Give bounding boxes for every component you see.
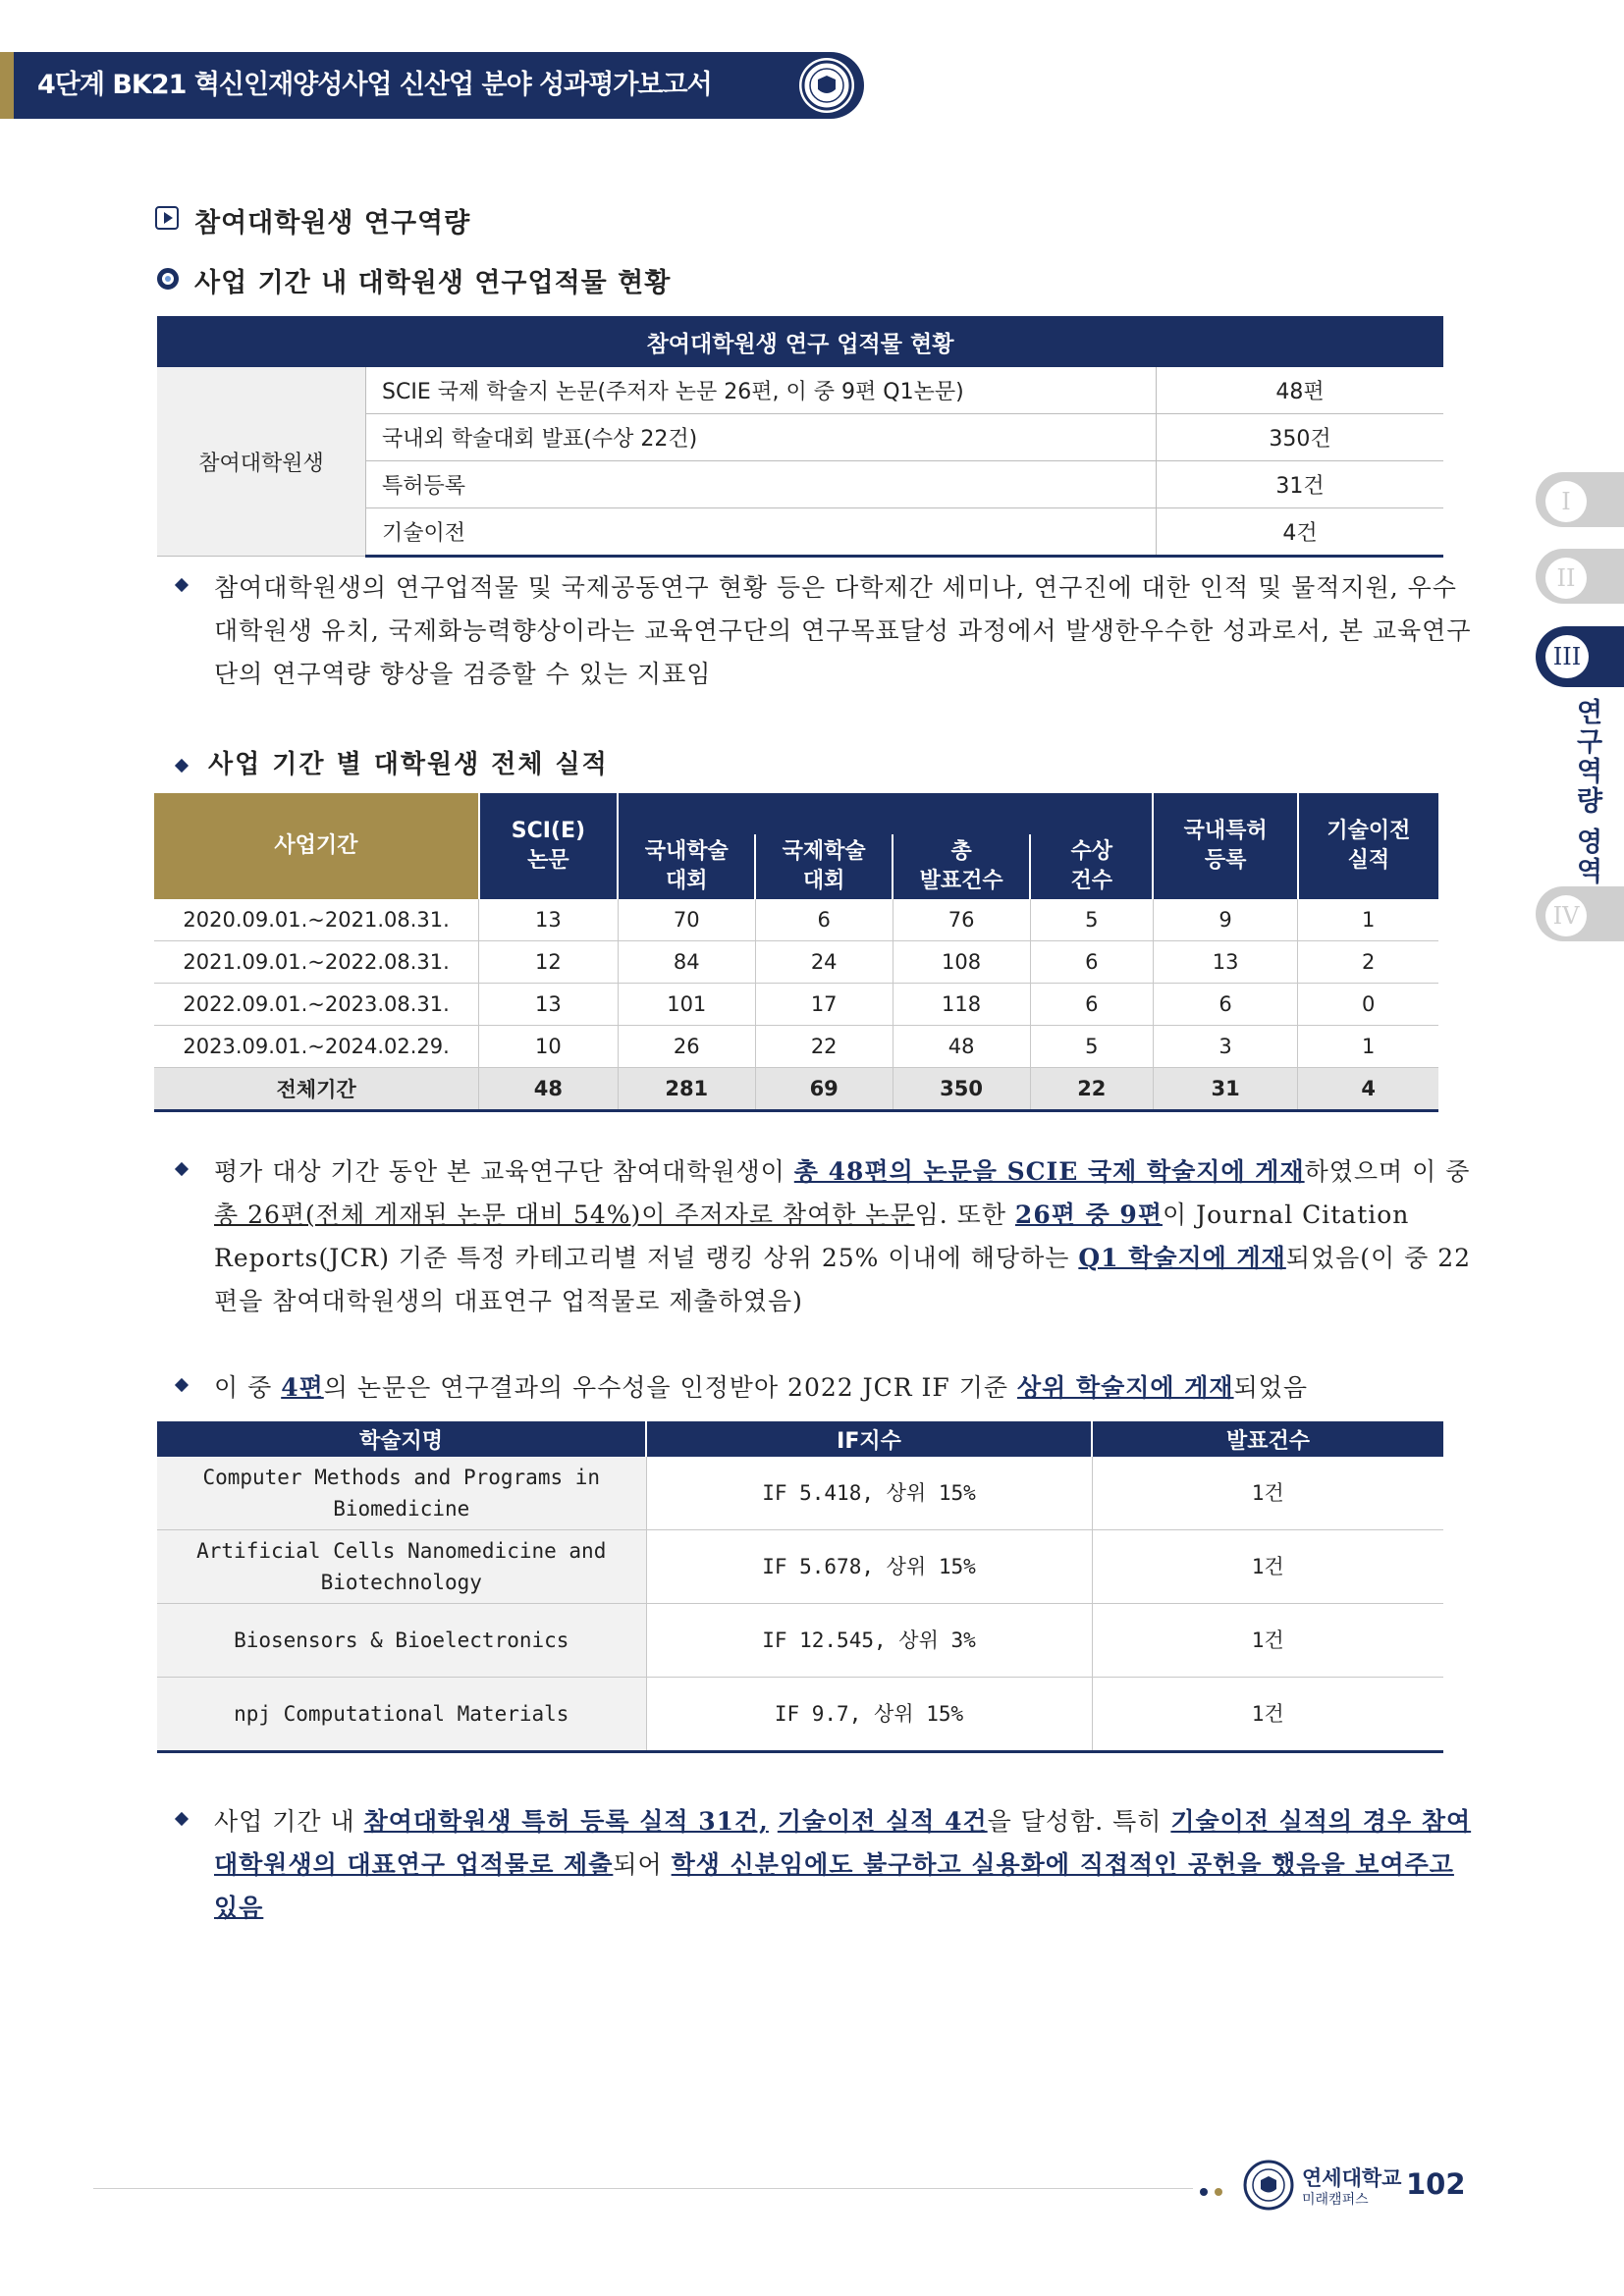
table-row <box>154 941 1438 984</box>
table-cell: 13 <box>479 984 618 1026</box>
table-cell: 22 <box>755 1026 893 1068</box>
count-cell: 1건 <box>1092 1457 1443 1530</box>
paragraph-top-journals <box>177 1366 1473 1410</box>
journal-name-cell: Computer Methods and Programs in Biomedicine <box>157 1457 646 1530</box>
table-row <box>154 899 1438 941</box>
table-cell: 1 <box>1298 899 1438 941</box>
bullet-diamond-icon <box>175 1812 189 1826</box>
count-cell: 1건 <box>1092 1604 1443 1678</box>
col-header-sci: SCI(E) 논문 <box>479 793 618 899</box>
table-cell: 13 <box>1153 941 1297 984</box>
chapter-tab-label: I <box>1545 481 1587 522</box>
paragraph-text: 참여대학원생의 연구업적물 및 국제공동연구 현황 등은 다학제간 세미나, 연구진에 대한 인적 및 물적지원, 우수대학원생 유치, 국제화능력향상이라는 교육연구단의 연구목표달성 과정에서 발생한우수한 성과로서, 본 교육연구단의 연구역량 향상을 검증할 수 있는 지표임 <box>214 573 1472 688</box>
research-output-summary-table <box>157 316 1443 558</box>
footer-university-name: 연세대학교 <box>1302 2166 1402 2190</box>
table-cell: 350 <box>893 1068 1030 1111</box>
table-cell: 31건 <box>1157 461 1444 508</box>
paragraph-sci-publications <box>177 1150 1473 1323</box>
table-cell: 24 <box>755 941 893 984</box>
chapter-tab-1[interactable] <box>1536 472 1624 527</box>
table-cell: 5 <box>1030 1026 1153 1068</box>
bullet-diamond-icon <box>175 578 189 592</box>
chapter-tab-4[interactable] <box>1536 886 1624 941</box>
bullet-diamond-icon <box>175 1378 189 1392</box>
page-header-title: 4단계 BK21 혁신인재양성사업 신산업 분야 성과평가보고서 <box>37 70 712 100</box>
table-cell: 31 <box>1153 1068 1297 1111</box>
impact-factor-cell: IF 9.7, 상위 15% <box>646 1678 1092 1752</box>
table-cell: 101 <box>618 984 755 1026</box>
col-header-domestic-conf: 국내학술 대회 <box>618 834 755 899</box>
period-cell: 2020.09.01.~2021.08.31. <box>154 899 479 941</box>
table-cell: 17 <box>755 984 893 1026</box>
chapter-tab-2[interactable] <box>1536 549 1624 604</box>
table-cell: 5 <box>1030 899 1153 941</box>
period-cell: 2023.09.01.~2024.02.29. <box>154 1026 479 1068</box>
journal-name-cell: npj Computational Materials <box>157 1678 646 1752</box>
table-cell: 2 <box>1298 941 1438 984</box>
table-cell: 76 <box>893 899 1030 941</box>
journal-name-cell: Artificial Cells Nanomedicine and Biotechnology <box>157 1530 646 1604</box>
impact-factor-cell: IF 5.418, 상위 15% <box>646 1457 1092 1530</box>
col-header-intl-conf: 국제학술 대회 <box>755 834 893 899</box>
table-row <box>154 984 1438 1026</box>
period-performance-table <box>154 793 1438 1112</box>
table-cell: 6 <box>1030 984 1153 1026</box>
table-cell: 48 <box>479 1068 618 1111</box>
col-header-total-presentations: 총 발표건수 <box>893 834 1030 899</box>
table-cell: 국내외 학술대회 발표(수상 22건) <box>366 414 1157 461</box>
paragraph-text: 사업 기간 내 참여대학원생 특허 등록 실적 31건, 기술이전 실적 4건을 달성함. 특히 기술이전 실적의 경우 참여대학원생의 대표연구 업적물로 제출되어 학생 신분임에도 불구하고 실용화에 직접적인 공헌을 했음을 보여주고 있음 <box>214 1807 1472 1922</box>
table-cell: 6 <box>755 899 893 941</box>
period-cell: 2022.09.01.~2023.08.31. <box>154 984 479 1026</box>
col-header-patents: 국내특허 등록 <box>1153 793 1297 899</box>
table-cell: 69 <box>755 1068 893 1111</box>
table-cell: 48편 <box>1157 367 1444 414</box>
table-cell: 기술이전 <box>366 508 1157 557</box>
table-row <box>157 1530 1443 1604</box>
table-row <box>157 367 1443 414</box>
table-cell: 12 <box>479 941 618 984</box>
chapter-vertical-label: 연 구 역 량 영 역 <box>1576 698 1603 887</box>
header-accent <box>0 52 14 119</box>
university-seal-icon <box>797 56 856 115</box>
count-cell: 1건 <box>1092 1678 1443 1752</box>
chapter-tab-label: II <box>1545 558 1587 599</box>
footer-dots <box>1200 2181 1229 2200</box>
row-group-label: 참여대학원생 <box>157 367 366 557</box>
bullet-diamond-icon <box>175 1162 189 1176</box>
target-bullet-icon <box>157 268 179 290</box>
chapter-tab-3-active[interactable] <box>1536 626 1624 687</box>
impact-factor-cell: IF 5.678, 상위 15% <box>646 1530 1092 1604</box>
table-cell: 22 <box>1030 1068 1153 1111</box>
journal-name-cell: Biosensors & Bioelectronics <box>157 1604 646 1678</box>
university-logo-icon <box>1243 2160 1294 2211</box>
col-header-tech-transfer: 기술이전 실적 <box>1298 793 1438 899</box>
table-cell: 13 <box>479 899 618 941</box>
table-cell: 3 <box>1153 1026 1297 1068</box>
dot-icon <box>1215 2188 1222 2196</box>
table-row <box>154 1026 1438 1068</box>
table-cell: 26 <box>618 1026 755 1068</box>
table-cell: 4건 <box>1157 508 1444 557</box>
play-icon <box>155 206 179 230</box>
table-cell: 4 <box>1298 1068 1438 1111</box>
table-cell: 281 <box>618 1068 755 1111</box>
bullet-diamond-icon <box>175 758 189 772</box>
table-cell: 108 <box>893 941 1030 984</box>
period-performance-heading <box>177 744 609 780</box>
table-row <box>157 1678 1443 1752</box>
footer-divider <box>93 2188 1193 2189</box>
table-cell: 특허등록 <box>366 461 1157 508</box>
impact-factor-cell: IF 12.545, 상위 3% <box>646 1604 1092 1678</box>
table-cell: SCIE 국제 학술지 논문(주저자 논문 26편, 이 중 9편 Q1논문) <box>366 367 1157 414</box>
table-row <box>157 1604 1443 1678</box>
table-cell: 0 <box>1298 984 1438 1026</box>
table-cell: 84 <box>618 941 755 984</box>
col-header-period: 사업기간 <box>154 793 479 899</box>
table-row <box>157 1457 1443 1530</box>
table-cell: 6 <box>1030 941 1153 984</box>
period-cell: 전체기간 <box>154 1068 479 1111</box>
table-cell: 48 <box>893 1026 1030 1068</box>
col-header-group-presentations <box>618 793 1153 834</box>
section-title: 참여대학원생 연구역량 <box>194 208 471 239</box>
table-cell: 6 <box>1153 984 1297 1026</box>
page-number: 102 <box>1406 2167 1466 2201</box>
heading-text: 사업 기간 별 대학원생 전체 실적 <box>208 750 609 779</box>
paragraph-patents-tech-transfer <box>177 1800 1473 1930</box>
chapter-tab-label: III <box>1545 635 1589 678</box>
table-cell: 1 <box>1298 1026 1438 1068</box>
col-header-publication-count: 발표건수 <box>1092 1421 1443 1457</box>
period-cell: 2021.09.01.~2022.08.31. <box>154 941 479 984</box>
table-cell: 118 <box>893 984 1030 1026</box>
table-header: 참여대학원생 연구 업적물 현황 <box>157 316 1443 367</box>
paragraph-text: 이 중 4편의 논문은 연구결과의 우수성을 인정받아 2022 JCR IF 기준 상위 학술지에 게재되었음 <box>214 1373 1309 1402</box>
table-total-row <box>154 1068 1438 1111</box>
paragraph-text: 평가 대상 기간 동안 본 교육연구단 참여대학원생이 총 48편의 논문을 SCIE 국제 학술지에 게재하였으며 이 중 총 26편(전체 게재된 논문 대비 54%)이 주저자로 참여한 논문임. 또한 26편 중 9편이 Journal Citation Reports(JCR) 기준 특정 카테고리별 저널 랭킹 상위 25% 이내에 해당하는 Q1 학술지에 게재되었음(이 중 22편을 참여대학원생의 대표연구 업적물로 제출하였음) <box>214 1157 1472 1315</box>
table-cell: 350건 <box>1157 414 1444 461</box>
table-cell: 9 <box>1153 899 1297 941</box>
count-cell: 1건 <box>1092 1530 1443 1604</box>
subsection-title: 사업 기간 내 대학원생 연구업적물 현황 <box>194 268 672 298</box>
col-header-awards: 수상 건수 <box>1030 834 1153 899</box>
col-header-impact-factor: IF지수 <box>646 1421 1092 1457</box>
journal-if-table <box>157 1421 1443 1753</box>
dot-icon <box>1200 2188 1208 2196</box>
paragraph-research-summary <box>177 566 1473 696</box>
col-header-journal: 학술지명 <box>157 1421 646 1457</box>
chapter-tab-label: IV <box>1545 895 1587 936</box>
footer-campus-name: 미래캠퍼스 <box>1302 2192 1369 2208</box>
table-cell: 70 <box>618 899 755 941</box>
table-cell: 10 <box>479 1026 618 1068</box>
